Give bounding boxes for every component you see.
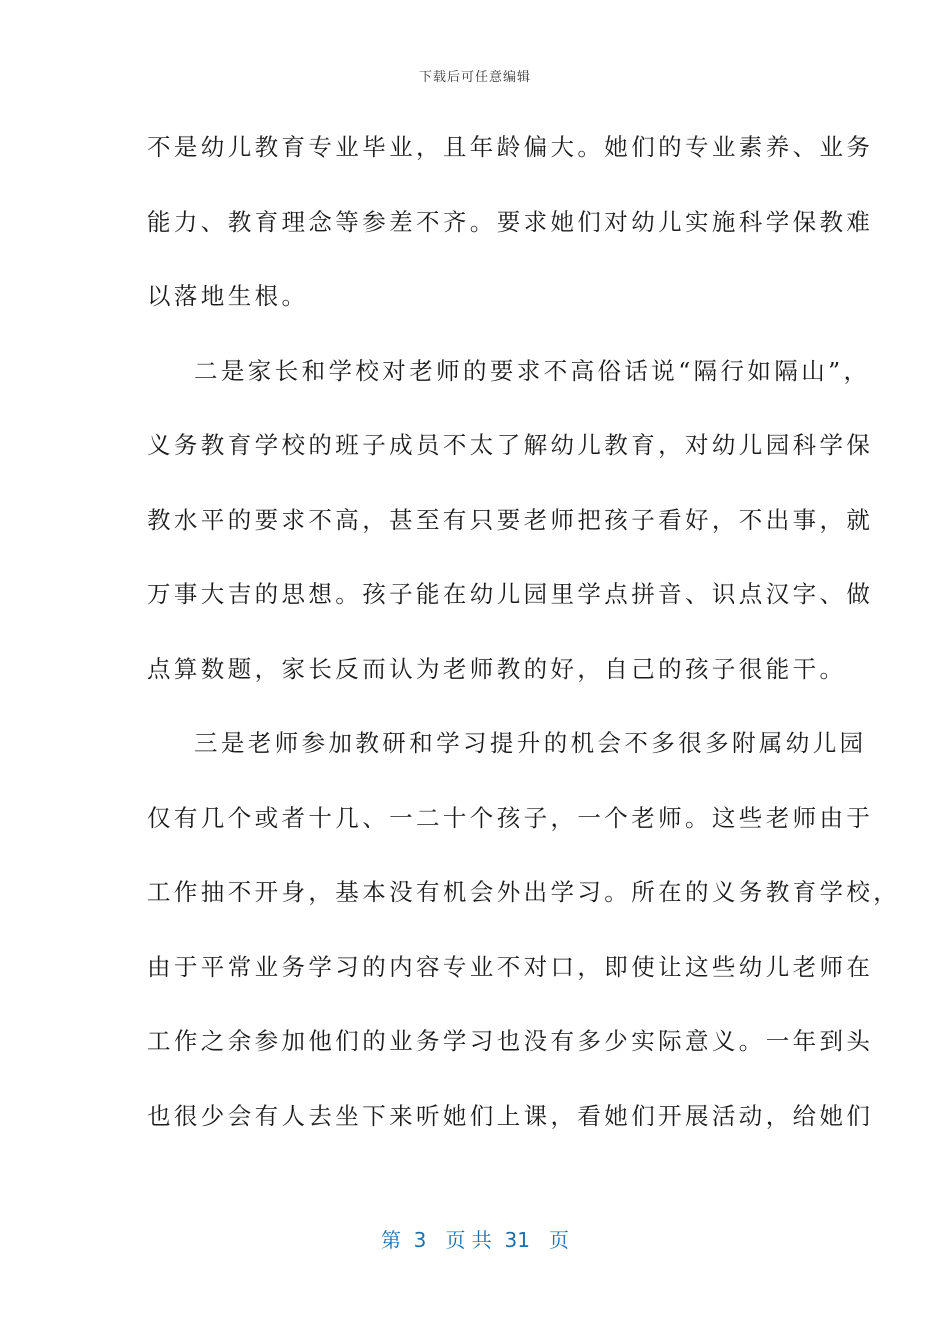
text-line: 万事大吉的思想。孩子能在幼儿园里学点拼音、识点汉字、做	[147, 580, 874, 608]
page-footer: 第 3 页 共 31 页	[380, 1228, 570, 1252]
text-line: 工作之余参加他们的业务学习也没有多少实际意义。一年到头	[147, 1027, 874, 1055]
text-line: 义务教育学校的班子成员不太了解幼儿教育，对幼儿园科学保	[147, 431, 874, 459]
text-line: 工作抽不开身，基本没有机会外出学习。所在的义务教育学校，	[147, 878, 901, 906]
document-body	[147, 122, 901, 1165]
text-line: 仅有几个或者十几、一二十个孩子，一个老师。这些老师由于	[147, 803, 874, 832]
page-header: 下载后可任意编辑	[418, 70, 531, 85]
paragraph-start-line: 二是家长和学校对老师的要求不高俗话说“隔行如隔山”，	[194, 356, 871, 385]
text-line: 不是幼儿教育专业毕业，且年龄偏大。她们的专业素养、业务	[147, 133, 874, 161]
paragraph-start-line: 三是老师参加教研和学习提升的机会不多很多附属幼儿园	[194, 729, 867, 757]
text-line: 由于平常业务学习的内容专业不对口，即使让这些幼儿老师在	[147, 952, 874, 981]
text-line: 点算数题，家长反而认为老师教的好，自己的孩子很能干。	[147, 654, 847, 683]
text-line: 也很少会有人去坐下来听她们上课，看她们开展活动，给她们	[147, 1101, 874, 1130]
text-line: 教水平的要求不高，甚至有只要老师把孩子看好，不出事，就	[147, 505, 874, 534]
text-line: 能力、教育理念等参差不齐。要求她们对幼儿实施科学保教难	[147, 207, 874, 236]
text-line: 以落地生根。	[147, 282, 309, 310]
